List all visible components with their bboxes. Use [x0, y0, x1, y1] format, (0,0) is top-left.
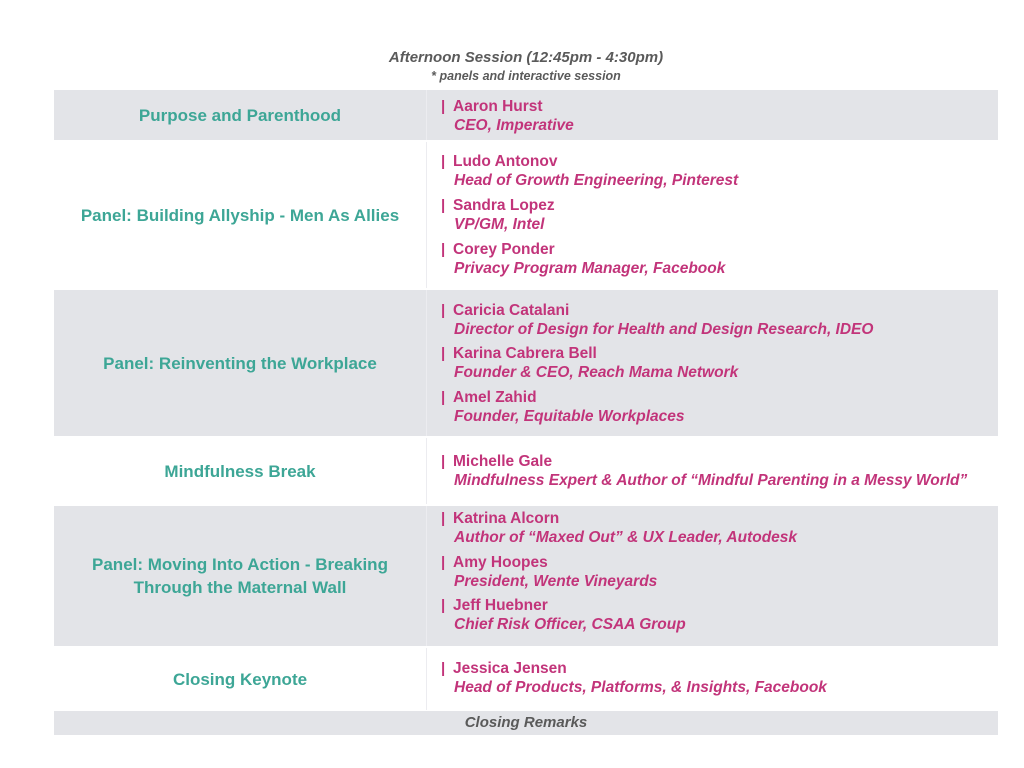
column-divider [426, 438, 427, 504]
speaker-name: Corey Ponder [453, 241, 555, 258]
speaker-bar: | [441, 153, 446, 170]
speaker-role: President, Wente Vineyards [454, 573, 658, 590]
column-divider [426, 648, 427, 710]
column-divider [426, 506, 427, 646]
speaker-bar: | [441, 241, 446, 258]
speaker-name: Karina Cabrera Bell [453, 345, 597, 362]
speaker-bar: | [441, 660, 446, 677]
agenda-row [54, 290, 998, 436]
column-divider [426, 142, 427, 288]
speaker-bar: | [441, 98, 446, 115]
session-subtitle: * panels and interactive session [431, 69, 621, 83]
speaker-role: Mindfulness Expert & Author of “Mindful Parenting in a Messy World” [454, 472, 968, 489]
speaker-role: VP/GM, Intel [454, 216, 545, 233]
agenda-row [54, 90, 998, 140]
speaker-name: Jeff Huebner [453, 597, 548, 614]
column-divider [426, 90, 427, 140]
speaker-role: Author of “Maxed Out” & UX Leader, Autodesk [454, 529, 798, 546]
session-name: Closing Keynote [172, 669, 308, 689]
agenda-row [54, 506, 998, 646]
speaker-name: Jessica Jensen [453, 660, 567, 677]
speaker-name: Michelle Gale [453, 453, 553, 470]
speaker-name: Aaron Hurst [453, 98, 543, 115]
agenda-row [54, 438, 998, 504]
speaker-role: CEO, Imperative [454, 117, 574, 134]
session-name: Purpose and Parenthood [138, 105, 342, 125]
speaker-name: Sandra Lopez [453, 197, 555, 214]
session-name-line2: Through the Maternal Wall [133, 578, 347, 597]
session-title: Afternoon Session (12:45pm - 4:30pm) [388, 49, 664, 66]
speaker-name: Caricia Catalani [453, 302, 570, 319]
speaker-role: Director of Design for Health and Design Research, IDEO [454, 321, 874, 338]
speaker-name: Katrina Alcorn [453, 510, 560, 527]
agenda-row [54, 648, 998, 710]
speaker-name: Ludo Antonov [453, 153, 558, 170]
session-name: Panel: Building Allyship - Men As Allies [80, 205, 400, 225]
closing-remarks: Closing Remarks [54, 711, 998, 735]
speaker-role: Founder & CEO, Reach Mama Network [454, 364, 739, 381]
speaker-name: Amel Zahid [453, 389, 537, 406]
speaker-role: Privacy Program Manager, Facebook [454, 260, 726, 277]
session-name: Panel: Reinventing the Workplace [103, 353, 377, 373]
speaker-role: Chief Risk Officer, CSAA Group [454, 616, 686, 633]
session-name: Mindfulness Break [164, 461, 316, 481]
speaker-bar: | [441, 345, 446, 362]
speaker-role: Head of Growth Engineering, Pinterest [454, 172, 739, 189]
session-name-line1: Panel: Moving Into Action - Breaking [92, 555, 388, 574]
speaker-bar: | [441, 197, 446, 214]
speaker-bar: | [441, 302, 446, 319]
speaker-name: Amy Hoopes [453, 554, 548, 571]
session-name [54, 506, 426, 646]
agenda-row [54, 142, 998, 288]
speaker-bar: | [441, 554, 446, 571]
speaker-role: Head of Products, Platforms, & Insights, Facebook [454, 679, 827, 696]
column-divider [426, 290, 427, 436]
speaker-bar: | [441, 597, 446, 614]
speaker-bar: | [441, 510, 446, 527]
speaker-role: Founder, Equitable Workplaces [454, 408, 685, 425]
speaker-bar: | [441, 453, 446, 470]
speaker-bar: | [441, 389, 446, 406]
